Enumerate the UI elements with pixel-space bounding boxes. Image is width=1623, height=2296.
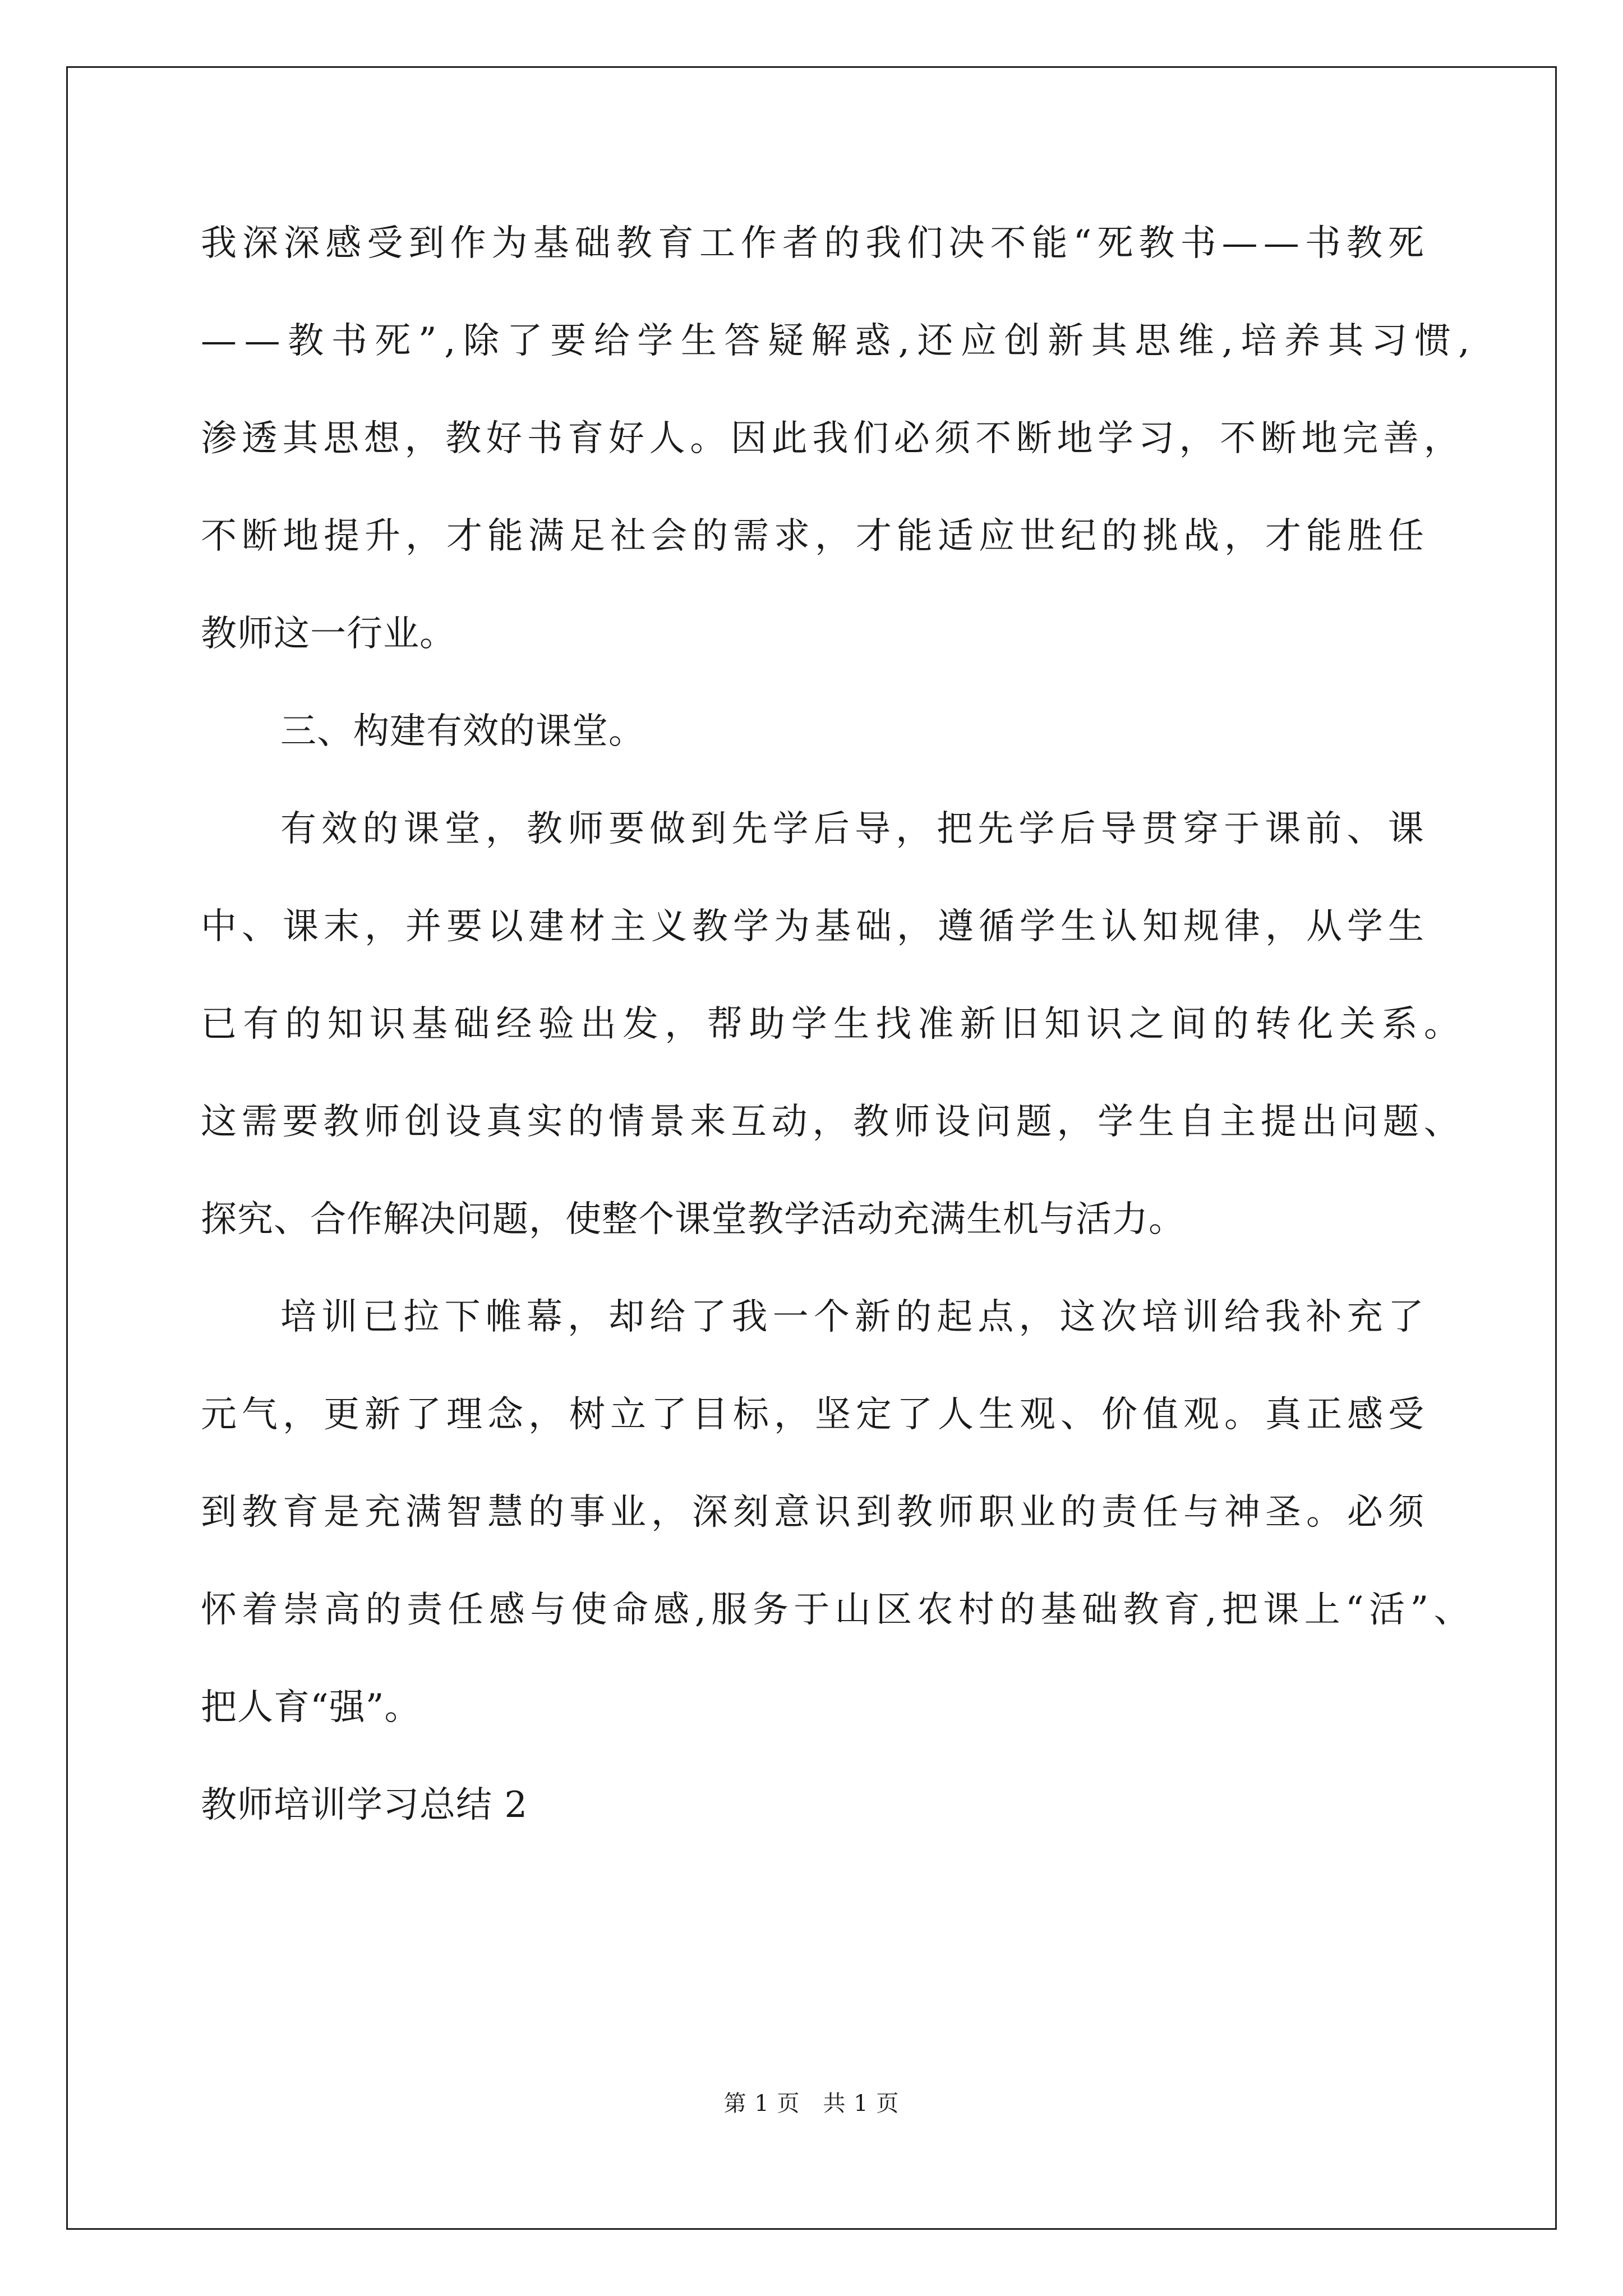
paragraph-1-line-1: 我 深 深 感 受 到 作 为 基 础 教 育 工 作 者 的 我 们 决 不 能 “ 死 教 书 — — 书 教 死 (201, 223, 1424, 264)
paragraph-3-line-5: 把人育“强”。 (201, 1687, 421, 1728)
paragraph-2-line-1: 有 效 的 课 堂 ， 教 师 要 做 到 先 学 后 导 ， 把 先 学 后 导 贯 穿 于 课 前 、 课 (280, 808, 1424, 850)
section-heading-3: 三、构建有效的课堂。 (280, 711, 645, 752)
section-title: 教师培训学习总结 2 (201, 1784, 528, 1826)
paragraph-3-line-3: 到 教 育 是 充 满 智 慧 的 事 业 ， 深 刻 意 识 到 教 师 职 业 的 责 任 与 神 圣 。 必 须 (201, 1492, 1424, 1533)
paragraph-1-line-2: — — 教 书 死 ” , 除 了 要 给 学 生 答 疑 解 惑 , 还 应 创 新 其 思 维 , 培 养 其 习 惯 , (201, 320, 1470, 362)
paragraph-2-line-5: 探究、合作解决问题，使整个课堂教学活动充满生机与活力。 (201, 1199, 1185, 1240)
paragraph-2-line-3: 已 有 的 知 识 基 础 经 验 出 发 ， 帮 助 学 生 找 准 新 旧 知 识 之 间 的 转 化 关 系 。 (201, 1004, 1460, 1045)
paragraph-1-line-4: 不 断 地 提 升 ， 才 能 满 足 社 会 的 需 求 ， 才 能 适 应 世 纪 的 挑 战 ， 才 能 胜 任 (201, 516, 1424, 557)
paragraph-3-line-2: 元 气 ， 更 新 了 理 念 ， 树 立 了 目 标 ， 坚 定 了 人 生 观 、 价 值 观 。 真 正 感 受 (201, 1394, 1424, 1435)
page-number-footer: 第 1 页 共 1 页 (723, 2091, 900, 2116)
paragraph-3-line-4: 怀 着 崇 高 的 责 任 感 与 使 命 感 , 服 务 于 山 区 农 村 的 基 础 教 育 , 把 课 上 “ 活 ” 、 (201, 1589, 1470, 1631)
paragraph-2-line-2: 中 、 课 末 ， 并 要 以 建 材 主 义 教 学 为 基 础 ， 遵 循 学 生 认 知 规 律 ， 从 学 生 (201, 906, 1424, 947)
paragraph-1-line-5: 教师这一行业。 (201, 613, 456, 655)
paragraph-3-line-1: 培 训 已 拉 下 帷 幕 ， 却 给 了 我 一 个 新 的 起 点 ， 这 次 培 训 给 我 补 充 了 (280, 1296, 1424, 1338)
paragraph-1-line-3: 渗 透 其 思 想 ， 教 好 书 育 好 人 。 因 此 我 们 必 须 不 断 地 学 习 ， 不 断 地 完 善 ， (201, 418, 1460, 459)
paragraph-2-line-4: 这 需 要 教 师 创 设 真 实 的 情 景 来 互 动 ， 教 师 设 问 题 ， 学 生 自 主 提 出 问 题 、 (201, 1101, 1460, 1143)
page-border (66, 66, 1557, 2230)
